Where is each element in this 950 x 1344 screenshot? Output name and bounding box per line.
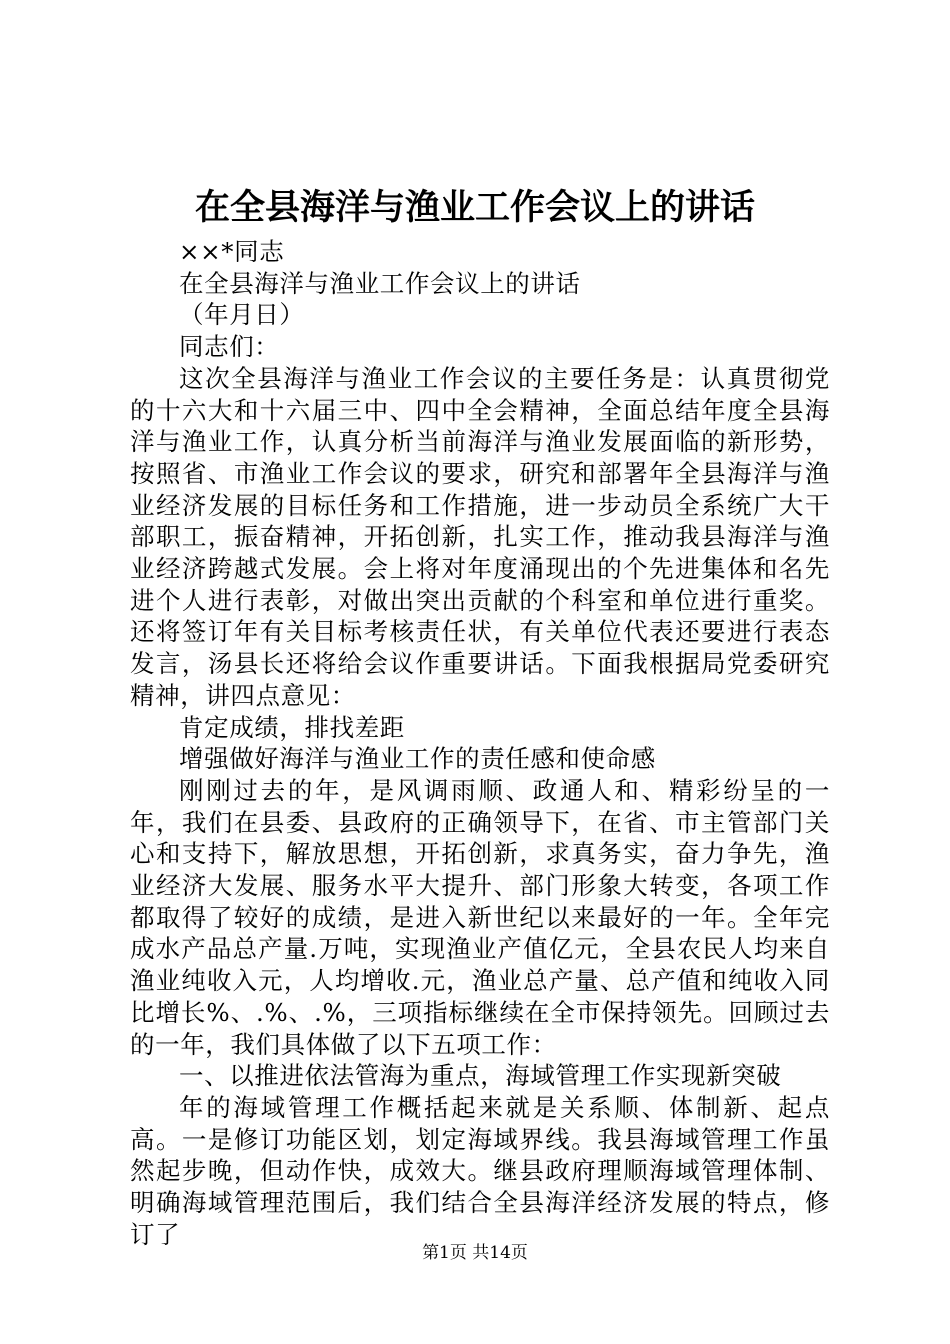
section-heading: 肯定成绩，排找差距 (179, 712, 405, 742)
subtitle-line: 在全县海洋与渔业工作会议上的讲话 (179, 268, 581, 298)
document-title: 在全县海洋与渔业工作会议上的讲话 (194, 187, 755, 228)
date-line: （年月日） (179, 300, 305, 330)
document-body (130, 236, 830, 1251)
salutation-author: ××*同志 (179, 237, 285, 266)
greeting-line: 同志们： (179, 332, 280, 362)
section-heading: 增强做好海洋与渔业工作的责任感和使命感 (179, 744, 656, 774)
body-paragraph: 年的海域管理工作概括起来就是关系顺、体制新、起点高。一是修订功能区划，划定海域界线。我县海域管理工作虽然起步晚，但动作快，成效大。继县政府理顺海域管理体制、明确海域管理范围后，我们结合全县海洋经济发展的特点，修订了 (130, 1092, 830, 1249)
page-number: 第1页 共14页 (422, 1243, 528, 1263)
section-heading: 一、以推进依法管海为重点，海域管理工作实现新突破 (179, 1061, 782, 1091)
body-paragraph: 这次全县海洋与渔业工作会议的主要任务是：认真贯彻党的十六大和十六届三中、四中全会精神，全面总结年度全县海洋与渔业工作，认真分析当前海洋与渔业发展面临的新形势，按照省、市渔业工作会议的要求，研究和部署年全县海洋与渔业经济发展的目标任务和工作措施，进一步动员全系统广大干部职工，振奋精神，开拓创新，扎实工作，推动我县海洋与渔业经济跨越式发展。会上将对年度涌现出的个先进集体和名先进个人进行表彰，对做出突出贡献的个科室和单位进行重奖。还将签订年有关目标考核责任状，有关单位代表还要进行表态发言，汤县长还将给会议作重要讲话。下面我根据局党委研究精神，讲四点意见： (130, 363, 830, 710)
body-paragraph: 刚刚过去的年，是风调雨顺、政通人和、精彩纷呈的一年，我们在县委、县政府的正确领导下，在省、市主管部门关心和支持下，解放思想，开拓创新，求真务实，奋力争先，渔业经济大发展、服务水平大提升、部门形象大转变，各项工作都取得了较好的成绩，是进入新世纪以来最好的一年。全年完成水产品总产量.万吨，实现渔业产值亿元，全县农民人均来自渔业纯收入元，人均增收.元，渔业总产量、总产值和纯收入同比增长%、.%、.%，三项指标继续在全市保持领先。回顾过去的一年，我们具体做了以下五项工作： (130, 775, 830, 1059)
